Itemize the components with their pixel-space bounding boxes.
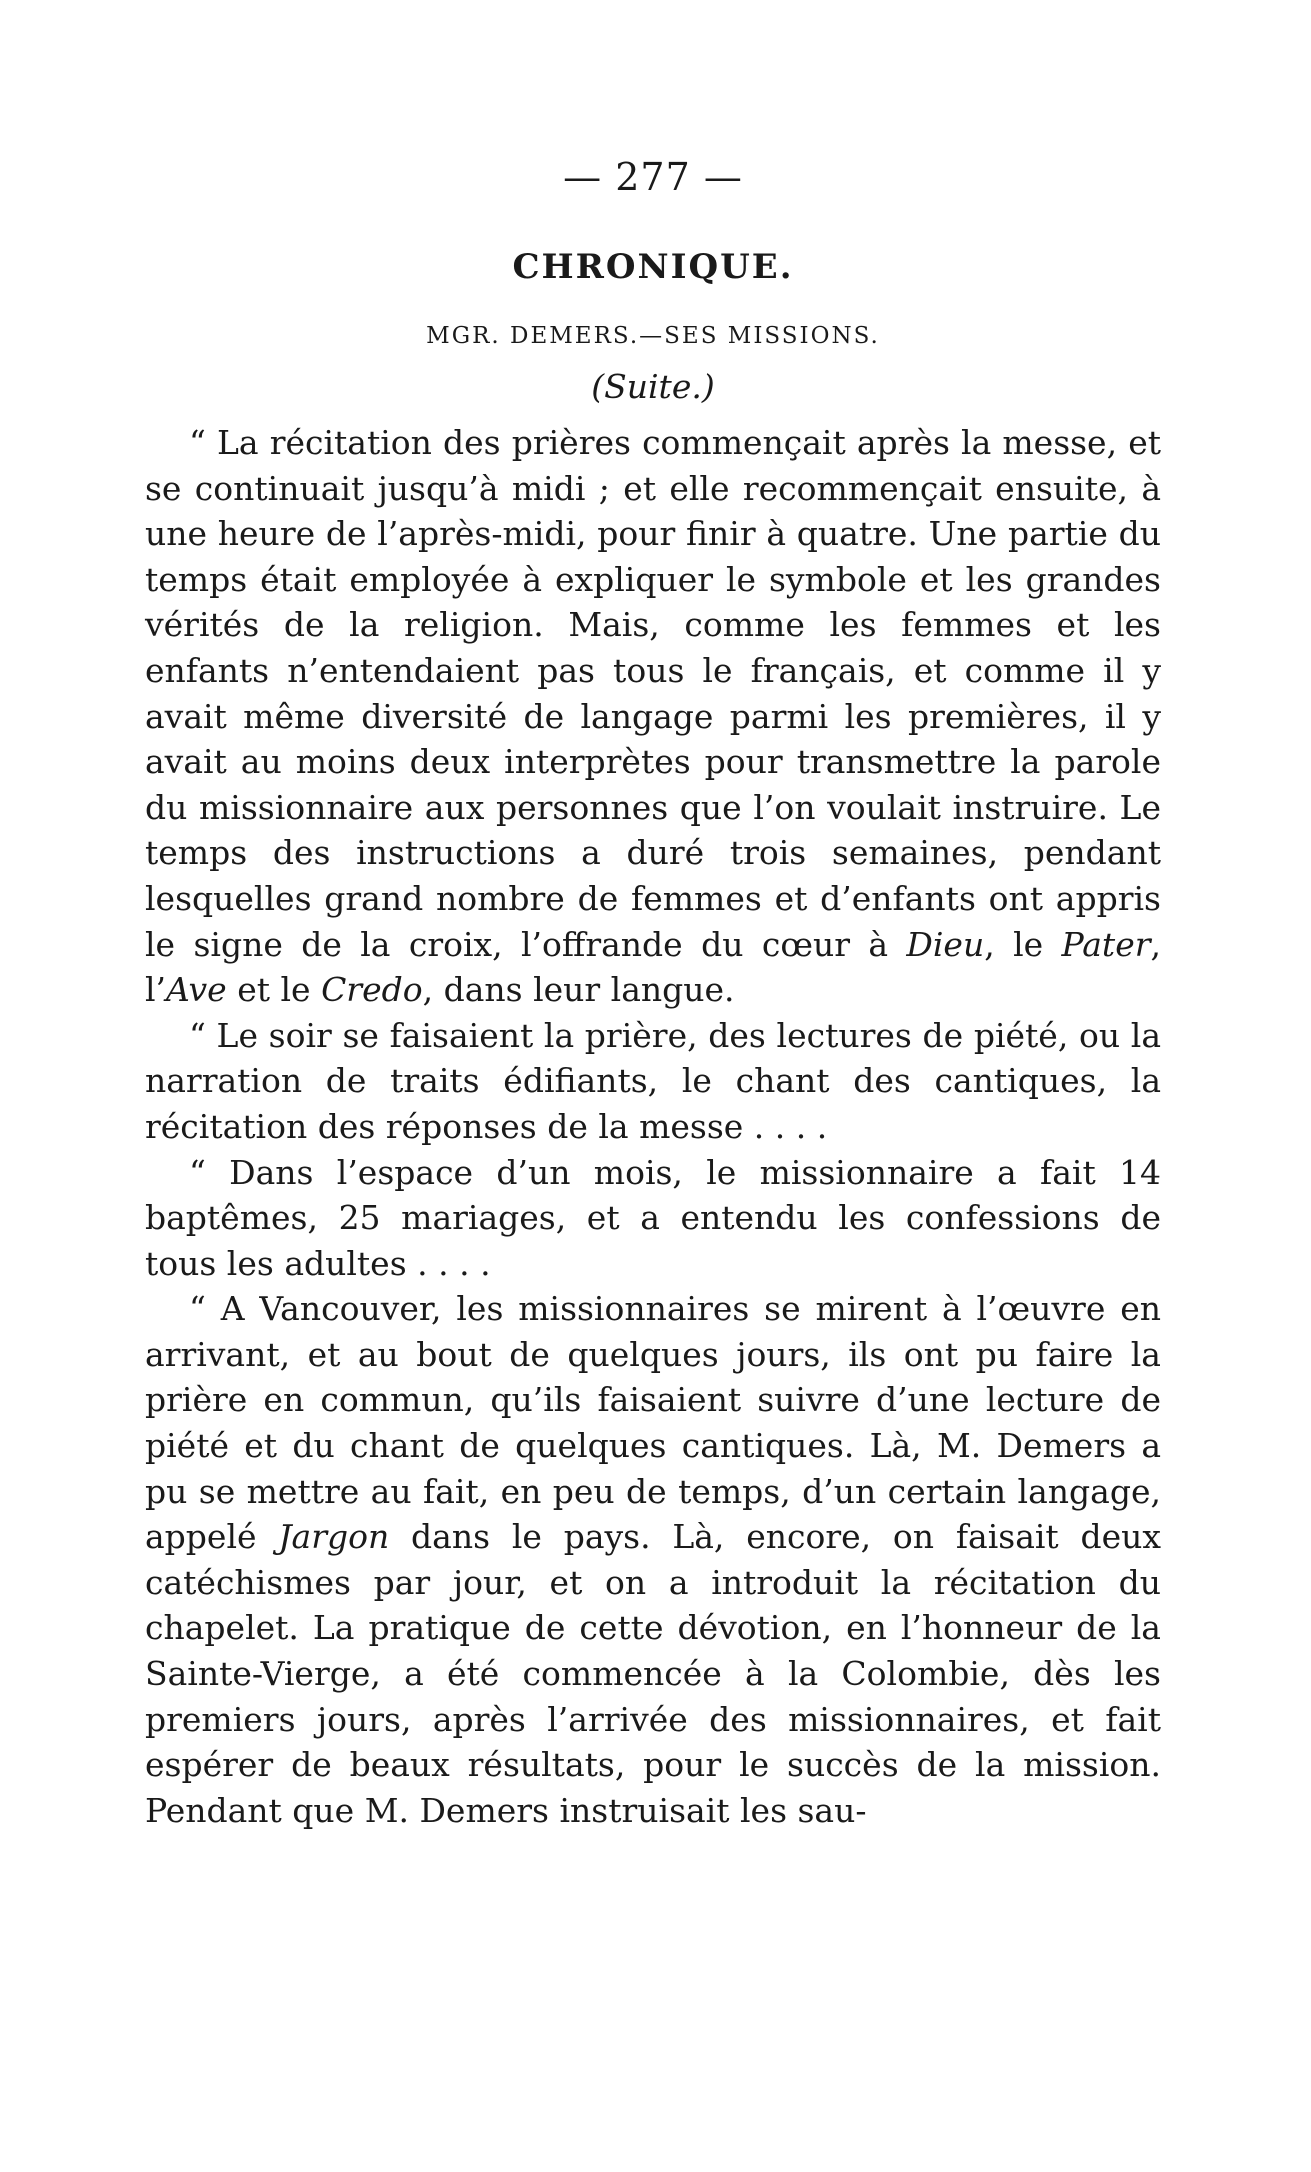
italic-text: Credo [321, 970, 423, 1010]
continued-label: (Suite.) [591, 367, 715, 406]
section-title: MGR. DEMERS.—SES MISSIONS. [426, 323, 880, 349]
paragraph [145, 1013, 1161, 1150]
paragraph [145, 1286, 1161, 1833]
text-fragment: dans le pays. Là, encore, on faisait deux catéchismes par jour, et on a introduit la récitation du chapelet. La pratique de cette dévotion, en l’honneur de la Sainte-Vierge, a été commencée à la Colombie, dès les premiers jours, après l’arrivée des missionnaires, et fait espérer de beaux résultats, pour le succès de la mission. Pendant que M. Demers instruisait les sau- [145, 1517, 1161, 1830]
page-number: — 277 — [563, 155, 743, 199]
italic-text: Dieu [906, 924, 985, 964]
italic-text: Pater [1061, 924, 1151, 964]
chapter-title: CHRONIQUE. [512, 247, 794, 287]
text-fragment: “ Le soir se faisaient la prière, des lectures de piété, ou la narration de traits édifiants, le chant des cantiques, la récitation des réponses de la messe . . . . [145, 1015, 1161, 1146]
italic-text: Jargon [278, 1517, 390, 1557]
text-fragment: “ A Vancouver, les missionnaires se mirent à l’œuvre en arrivant, et au bout de quelques jours, ils ont pu faire la prière en commun, qu’ils faisaient suivre d’une lecture de piété et du chant de quelques cantiques. Là, M. Demers a pu se mettre au fait, en peu de temps, d’un certain langage, appelé [145, 1289, 1161, 1557]
text-fragment: et le [226, 970, 322, 1010]
text-fragment: , dans leur langue. [422, 970, 735, 1010]
text-fragment: “ Dans l’espace d’un mois, le missionnaire a fait 14 baptêmes, 25 mariages, et a entendu les confessions de tous les adultes . . . . [145, 1152, 1161, 1283]
italic-text: Ave [166, 970, 227, 1010]
text-fragment: “ La récitation des prières commençait après la messe, et se continuait jusqu’à midi ; et elle recommençait ensuite, à une heure de l’après-midi, pour finir à quatre. Une partie du temps était employée à expliquer le symbole et les grandes vérités de la religion. Mais, comme les femmes et les enfants n’entendaient pas tous le français, et comme il y avait même diversité de langage parmi les premières, il y avait au moins deux interprètes pour transmettre la parole du missionnaire aux personnes que l’on voulait instruire. Le temps des instructions a duré trois semaines, pendant lesquelles grand nombre de femmes et d’enfants ont appris le signe de la croix, l’offrande du cœur à [145, 423, 1161, 964]
paragraph [145, 420, 1161, 1013]
body-text [145, 420, 1161, 1833]
text-fragment: , le [984, 924, 1062, 964]
text-fragment: , l’ [145, 924, 1161, 1010]
paragraph [145, 1150, 1161, 1287]
